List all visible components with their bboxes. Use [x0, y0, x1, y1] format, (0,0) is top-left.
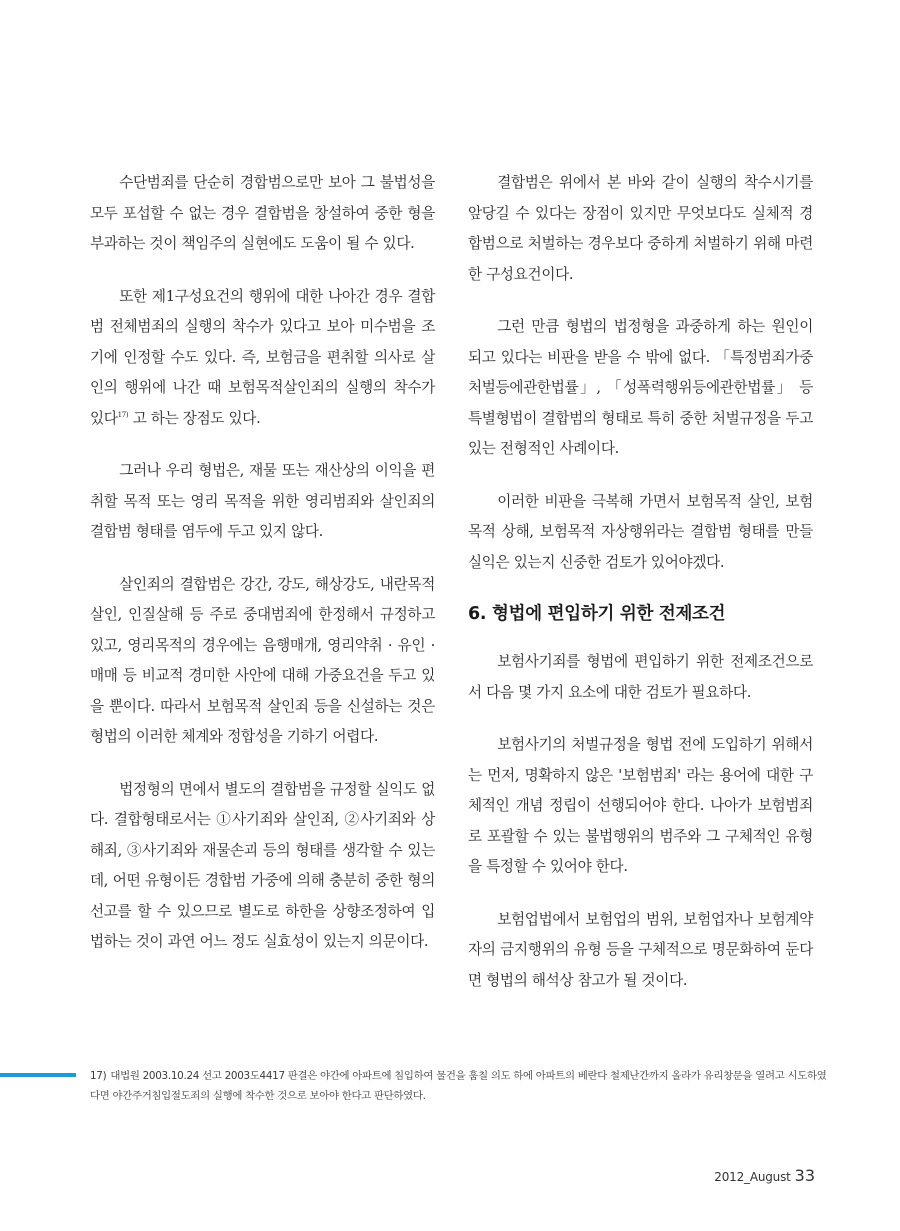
left-paragraph-3: 그러나 우리 형법은, 재물 또는 재산상의 이익을 편취할 목적 또는 영리 목적을 위한 영리범죄와 살인죄의 결합범 형태를 염두에 두고 있지 않다.	[90, 462, 435, 540]
right-paragraph-3: 이러한 비판을 극복해 가면서 보험목적 살인, 보험목적 상해, 보험목적 자상행위라는 결합범 형태를 만들 실익은 있는지 신중한 검토가 있어야겠다.	[468, 492, 813, 571]
left-paragraph-5: 법정형의 면에서 별도의 결합범을 규정할 실익도 없다. 결합형태로서는 ①사기죄와 살인죄, ②사기죄와 상해죄, ③사기죄와 재물손괴 등의 형태를 생각할 수 있는데, 어떤 유형이든 경합범 가중에 의해 충분히 중한 형의 선고를 할 수 있으므로 별도로 하한을 상향조정하여 입법하는 것이 과연 어느 정도 실효성이 있는지 의문이다.	[90, 780, 435, 950]
page-number: 33	[794, 1166, 815, 1185]
left-paragraph-2-tail: 고 하는 장점도 있다.	[132, 409, 261, 427]
footnote-text: 대법원 2003.10.24 선고 2003도4417 판결은 야간에 아파트에 침입하여 물건을 훔칠 의도 하에 아파트의 베란다 철제난간까지 올라가 유리창문을 열려고 시도하였다면 야간주거침입절도죄의 실행에 착수한 것으로 보아야 한다고 판단하였다.	[90, 1070, 827, 1102]
footnote-reference[interactable]: 17)	[117, 410, 129, 419]
left-paragraph-4: 살인죄의 결합범은 강간, 강도, 해상강도, 내란목적 살인, 인질살해 등 주로 중대범죄에 한정해서 규정하고 있고, 영리목적의 경우에는 음행매개, 영리약취 · 유인 · 매매 등 비교적 경미한 사안에 대해 가중요건을 두고 있을 뿐이다. 따라서 보험목적 살인죄 등을 신설하는 것은 형법의 이러한 체계와 정합성을 기하기 어렵다.	[90, 575, 435, 745]
right-paragraph-5: 보험사기의 처벌규정을 형법 전에 도입하기 위해서는 먼저, 명확하지 않은 '보험범죄' 라는 용어에 대한 구체적인 개념 정립이 선행되어야 한다. 나아가 보험범죄로 포괄할 수 있는 불법행위의 범주와 그 구체적인 유형을 특정할 수 있어야 한다.	[468, 736, 813, 875]
right-paragraph-6: 보험업법에서 보험업의 범위, 보험업자나 보험계약자의 금지행위의 유형 등을 구체적으로 명문화하여 둔다면 형법의 해석상 참고가 될 것이다.	[468, 910, 813, 989]
left-column	[90, 168, 435, 980]
issue-label: 2012_August	[714, 1170, 791, 1184]
footnote	[90, 1066, 830, 1106]
section-heading: 6. 형법에 편입하기 위한 전제조건	[468, 604, 726, 624]
footnote-number: 17)	[90, 1070, 107, 1082]
right-column	[468, 168, 813, 1018]
left-paragraph-2	[90, 282, 435, 435]
right-paragraph-4: 보험사기죄를 형법에 편입하기 위한 전제조건으로서 다음 몇 가지 요소에 대한 검토가 필요하다.	[468, 653, 813, 701]
footnote-accent-bar	[0, 1073, 76, 1077]
right-paragraph-2: 그런 만큼 형법의 법정형을 과중하게 하는 원인이 되고 있다는 비판을 받을 수 밖에 없다. 「특정범죄가중처벌등에관한법률」, 「성폭력행위등에관한법률」 등 특별형법이 결합범의 형태로 특히 중한 처벌규정을 두고 있는 전형적인 사례이다.	[468, 318, 813, 457]
page-footer	[714, 1166, 815, 1185]
right-paragraph-1: 결합범은 위에서 본 바와 같이 실행의 착수시기를 앞당길 수 있다는 장점이 있지만 무엇보다도 실체적 경합범으로 처벌하는 경우보다 중하게 처벌하기 위해 마련한 구성요건이다.	[468, 174, 813, 283]
left-paragraph-2-text: 또한 제1구성요건의 행위에 대한 나아간 경우 결합범 전체범죄의 실행의 착수가 있다고 보아 미수범을 조기에 인정할 수도 있다. 즉, 보험금을 편취할 의사로 살인의 행위에 나간 때 보험목적살인죄의 실행의 착수가 있다	[90, 287, 435, 427]
left-paragraph-1: 수단범죄를 단순히 경합범으로만 보아 그 불법성을 모두 포섭할 수 없는 경우 결합범을 창설하여 중한 형을 부과하는 것이 책임주의 실현에도 도움이 될 수 있다.	[90, 174, 435, 252]
